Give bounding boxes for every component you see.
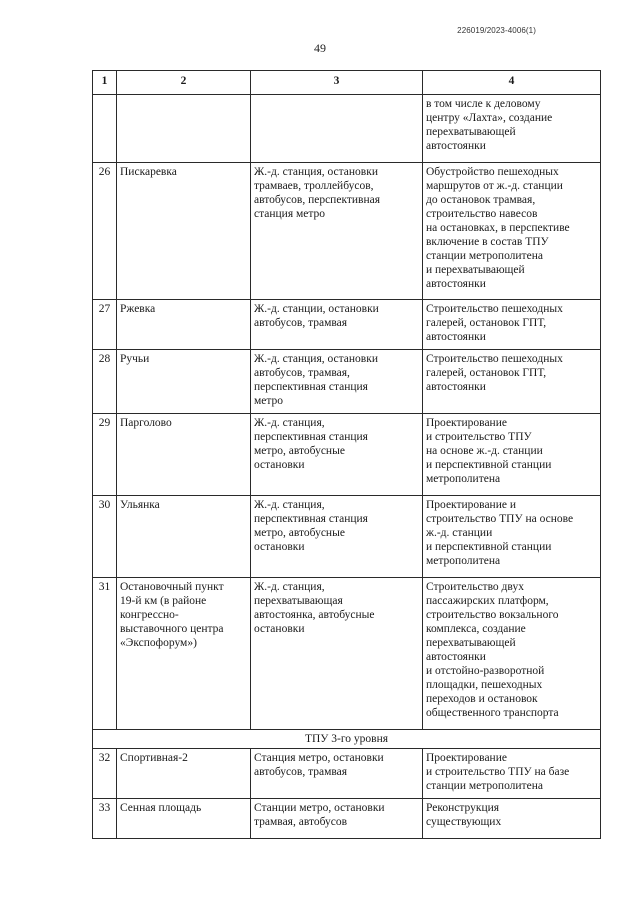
tpu-measures <box>423 300 601 350</box>
tpu-infrastructure <box>251 300 423 350</box>
column-header-3: 3 <box>251 71 423 95</box>
tpu-infrastructure-text: Ж.-д. станция, остановки автобусов, трамвая, перспективная станция метро <box>254 353 378 407</box>
tpu-name-text: Парголово <box>120 417 172 429</box>
tpu-name-text: Сенная площадь <box>120 802 202 814</box>
tpu-infrastructure <box>251 496 423 578</box>
tpu-infrastructure-text: Ж.-д. станция, перспективная станция метро, автобусные остановки <box>254 417 368 471</box>
tpu-name <box>117 749 251 799</box>
tpu-name-text: Ручьи <box>120 353 150 365</box>
page-number: 49 <box>314 41 326 55</box>
table-body-main <box>93 95 601 730</box>
tpu-measures <box>423 578 601 730</box>
section-label: ТПУ 3-го уровня <box>93 730 601 749</box>
tpu-name <box>117 350 251 414</box>
tpu-measures-text: Реконструкция существующих <box>426 802 502 828</box>
table-row <box>93 414 601 496</box>
row-number: 31 <box>93 578 117 730</box>
tpu-infrastructure <box>251 95 423 163</box>
table-row-continuation <box>93 95 601 163</box>
tpu-measures-text: Строительство пешеходных галерей, остановок ГПТ, автостоянки <box>426 303 563 343</box>
tpu-name-text: Ульянка <box>120 499 160 511</box>
tpu-infrastructure <box>251 350 423 414</box>
tpu-table <box>92 70 601 839</box>
tpu-measures-text: Строительство двух пассажирских платформ, строительство вокзального комплекса, создание перехватывающей автостоянки и отстойно-разворотной площадки, пешеходных переходов и остановок общественного транспорта <box>426 581 559 719</box>
tpu-infrastructure <box>251 414 423 496</box>
tpu-measures <box>423 95 601 163</box>
tpu-infrastructure-text: Станции метро, остановки трамвая, автобусов <box>254 802 385 828</box>
tpu-infrastructure <box>251 578 423 730</box>
tpu-infrastructure-text: Станция метро, остановки автобусов, трамвая <box>254 752 384 778</box>
table-row <box>93 350 601 414</box>
tpu-name <box>117 799 251 839</box>
tpu-infrastructure <box>251 799 423 839</box>
document-code: 226019/2023-4006(1) <box>457 26 536 35</box>
tpu-name-text: Спортивная-2 <box>120 752 188 764</box>
table-header-row <box>93 71 601 95</box>
tpu-name-text: Ржевка <box>120 303 156 315</box>
tpu-measures-text: в том числе к деловому центру «Лахта», создание перехватывающей автостоянки <box>426 98 553 152</box>
tpu-name-text: Пискаревка <box>120 166 177 178</box>
tpu-measures <box>423 749 601 799</box>
row-number: 29 <box>93 414 117 496</box>
row-number: 30 <box>93 496 117 578</box>
table-row <box>93 578 601 730</box>
column-header-4: 4 <box>423 71 601 95</box>
table-row <box>93 163 601 300</box>
tpu-name <box>117 300 251 350</box>
row-number: 33 <box>93 799 117 839</box>
row-number: 26 <box>93 163 117 300</box>
tpu-measures <box>423 414 601 496</box>
tpu-measures-text: Проектирование и строительство ТПУ на базе станции метрополитена <box>426 752 570 792</box>
tpu-name <box>117 95 251 163</box>
tpu-name <box>117 578 251 730</box>
row-number: 27 <box>93 300 117 350</box>
table-section-row-group <box>93 730 601 749</box>
tpu-infrastructure-text: Ж.-д. станция, перехватывающая автостоянка, автобусные остановки <box>254 581 375 635</box>
tpu-measures <box>423 163 601 300</box>
tpu-measures <box>423 496 601 578</box>
tpu-measures-text: Строительство пешеходных галерей, остановок ГПТ, автостоянки <box>426 353 563 393</box>
row-number: 32 <box>93 749 117 799</box>
tpu-measures-text: Проектирование и строительство ТПУ на основе ж.-д. станции и перспективной станции метрополитена <box>426 417 552 485</box>
tpu-measures-text: Обустройство пешеходных маршрутов от ж.-д. станции до остановок трамвая, строительство навесов на остановках, в перспективе включение в состав ТПУ станции метрополитена и перехватывающей автостоянки <box>426 166 570 290</box>
tpu-infrastructure-text: Ж.-д. станция, остановки трамваев, троллейбусов, автобусов, перспективная станция метро <box>254 166 381 220</box>
table-body-level3 <box>93 749 601 839</box>
tpu-infrastructure-text: Ж.-д. станция, перспективная станция метро, автобусные остановки <box>254 499 368 553</box>
table-row <box>93 799 601 839</box>
row-number <box>93 95 117 163</box>
tpu-measures-text: Проектирование и строительство ТПУ на основе ж.-д. станции и перспективной станции метрополитена <box>426 499 574 567</box>
table-row <box>93 496 601 578</box>
tpu-name <box>117 163 251 300</box>
tpu-measures <box>423 799 601 839</box>
tpu-infrastructure <box>251 749 423 799</box>
table-row <box>93 749 601 799</box>
tpu-infrastructure-text: Ж.-д. станции, остановки автобусов, трамвая <box>254 303 379 329</box>
tpu-measures <box>423 350 601 414</box>
tpu-infrastructure <box>251 163 423 300</box>
tpu-name-text: Остановочный пункт 19-й км (в районе конгрессно- выставочного центра «Экспофорум») <box>120 581 224 649</box>
tpu-name <box>117 496 251 578</box>
tpu-name <box>117 414 251 496</box>
table-row <box>93 300 601 350</box>
row-number: 28 <box>93 350 117 414</box>
column-header-1: 1 <box>93 71 117 95</box>
column-header-2: 2 <box>117 71 251 95</box>
section-row <box>93 730 601 749</box>
